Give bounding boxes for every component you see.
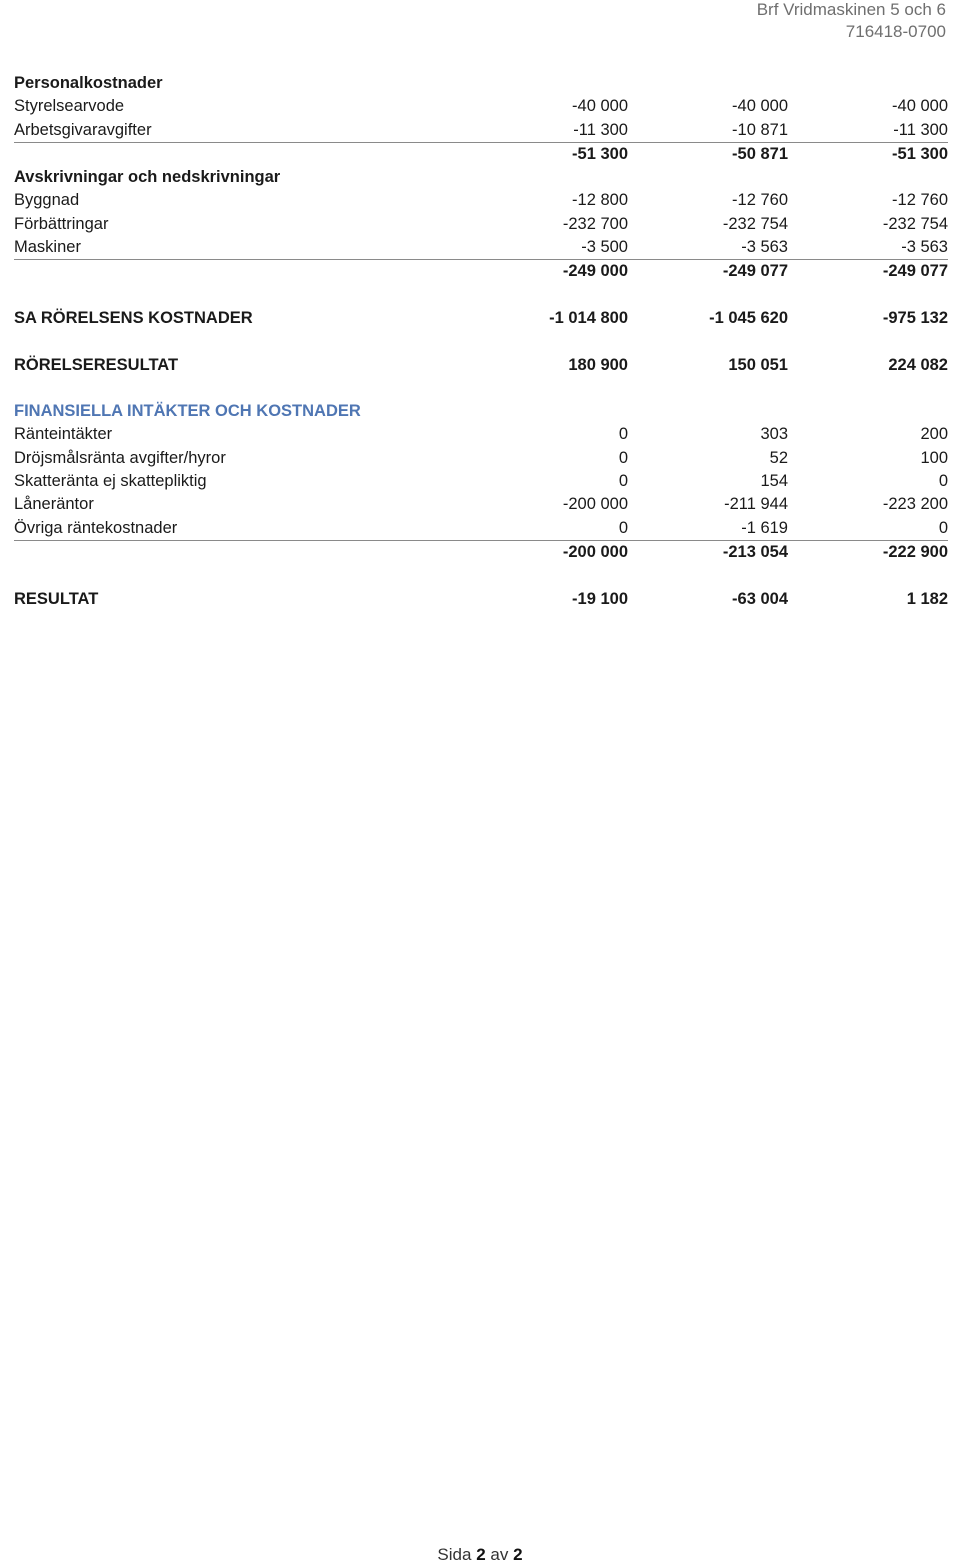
total-row-rorelsens-kostnader bbox=[14, 307, 948, 330]
subtotal-row-avskrivningar bbox=[14, 260, 948, 283]
spacer bbox=[14, 284, 948, 307]
row-label: Byggnad bbox=[14, 191, 80, 210]
table-row-laneranter bbox=[14, 493, 948, 516]
row-label: Låneräntor bbox=[14, 495, 94, 514]
value-col2: -1 619 bbox=[741, 518, 788, 537]
table-row-drojsmalsranta bbox=[14, 447, 948, 470]
org-name: Brf Vridmaskinen 5 och 6 bbox=[756, 0, 946, 19]
table-row-byggnad bbox=[14, 189, 948, 212]
heading-label: FINANSIELLA INTÄKTER OCH KOSTNADER bbox=[14, 402, 361, 421]
value-col3: 224 082 bbox=[888, 355, 948, 374]
value-col3: -12 760 bbox=[892, 191, 948, 210]
row-label: Övriga räntekostnader bbox=[14, 518, 178, 537]
value-col2: -12 760 bbox=[732, 191, 788, 210]
row-label: Dröjsmålsränta avgifter/hyror bbox=[14, 448, 226, 467]
footer-page-number: 2 bbox=[476, 1545, 486, 1564]
value-col3: -11 300 bbox=[893, 120, 948, 139]
table-row-forbattringar bbox=[14, 213, 948, 236]
section-heading-finansiella bbox=[14, 400, 948, 423]
value-col3: -232 754 bbox=[882, 214, 948, 233]
value-col2: 154 bbox=[760, 472, 788, 491]
row-label: Förbättringar bbox=[14, 214, 109, 233]
value-col3: 100 bbox=[920, 448, 948, 467]
value-col1: 180 900 bbox=[568, 355, 628, 374]
org-number: 716418-0700 bbox=[845, 22, 946, 41]
value-col3: -51 300 bbox=[892, 144, 948, 163]
value-col2: -3 563 bbox=[741, 238, 788, 257]
row-label: SA RÖRELSENS KOSTNADER bbox=[14, 308, 253, 327]
section-heading-avskrivningar bbox=[14, 166, 948, 189]
value-col1: 0 bbox=[618, 425, 628, 444]
total-row-rorelseresultat bbox=[14, 354, 948, 377]
row-label: Ränteintäkter bbox=[14, 425, 113, 444]
spacer bbox=[14, 377, 948, 400]
value-col1: 0 bbox=[618, 472, 628, 491]
value-col3: -223 200 bbox=[882, 495, 948, 514]
heading-label: Personalkostnader bbox=[14, 74, 163, 92]
value-col2: -10 871 bbox=[732, 120, 788, 139]
page-footer bbox=[0, 1545, 960, 1565]
income-statement-table bbox=[14, 72, 948, 611]
value-col1: -3 500 bbox=[581, 238, 628, 257]
value-col3: 200 bbox=[920, 425, 948, 444]
table-row-maskiner bbox=[14, 236, 948, 260]
table-row-ranteintakter bbox=[14, 423, 948, 446]
value-col2: -211 944 bbox=[724, 495, 788, 514]
spacer bbox=[14, 330, 948, 353]
footer-middle: av bbox=[490, 1545, 509, 1564]
value-col3: -3 563 bbox=[901, 238, 948, 257]
value-col3: -40 000 bbox=[892, 97, 948, 116]
value-col3: 0 bbox=[938, 472, 948, 491]
footer-prefix: Sida bbox=[437, 1545, 472, 1564]
value-col1: -40 000 bbox=[572, 97, 628, 116]
value-col1: -19 100 bbox=[572, 589, 628, 608]
value-col2: -249 077 bbox=[722, 262, 788, 281]
value-col2: -1 045 620 bbox=[709, 308, 788, 327]
value-col1: -200 000 bbox=[562, 495, 628, 514]
value-col2: -40 000 bbox=[732, 97, 788, 116]
value-col2: 52 bbox=[769, 448, 788, 467]
value-col1: 0 bbox=[618, 518, 628, 537]
table-row-ovriga-rantekostnader bbox=[14, 517, 948, 541]
footer-page-total: 2 bbox=[513, 1545, 523, 1564]
value-col2: -213 054 bbox=[722, 542, 788, 561]
value-col3: -975 132 bbox=[882, 308, 948, 327]
total-row-resultat bbox=[14, 588, 948, 611]
value-col2: -63 004 bbox=[732, 589, 788, 608]
row-label: Arbetsgivaravgifter bbox=[14, 120, 152, 139]
row-label: Skatteränta ej skattepliktig bbox=[14, 472, 207, 491]
value-col1: -1 014 800 bbox=[549, 308, 628, 327]
value-col1: 0 bbox=[618, 448, 628, 467]
value-col2: -50 871 bbox=[732, 144, 788, 163]
value-col2: -232 754 bbox=[722, 214, 788, 233]
heading-label: Avskrivningar och nedskrivningar bbox=[14, 168, 281, 187]
row-label: Styrelsearvode bbox=[14, 97, 125, 116]
table-row-skatteranta bbox=[14, 470, 948, 493]
value-col1: -11 300 bbox=[573, 120, 628, 139]
value-col3: 1 182 bbox=[906, 589, 948, 608]
value-col2: 303 bbox=[760, 425, 788, 444]
table-row-arbetsgivaravgifter bbox=[14, 119, 948, 143]
value-col1: -200 000 bbox=[562, 542, 628, 561]
subtotal-row-personal bbox=[14, 143, 948, 166]
value-col1: -249 000 bbox=[562, 262, 628, 281]
row-label: RESULTAT bbox=[14, 589, 99, 608]
value-col2: 150 051 bbox=[728, 355, 788, 374]
value-col3: -222 900 bbox=[882, 542, 948, 561]
value-col1: -51 300 bbox=[572, 144, 628, 163]
table-row-styrelsearvode bbox=[14, 95, 948, 118]
section-heading-personal bbox=[14, 72, 948, 95]
value-col1: -12 800 bbox=[572, 191, 628, 210]
value-col3: -249 077 bbox=[882, 262, 948, 281]
value-col3: 0 bbox=[938, 518, 948, 537]
row-label: RÖRELSERESULTAT bbox=[14, 355, 179, 374]
spacer bbox=[14, 564, 948, 587]
row-label: Maskiner bbox=[14, 238, 81, 257]
subtotal-row-finansiella bbox=[14, 541, 948, 564]
value-col1: -232 700 bbox=[562, 214, 628, 233]
